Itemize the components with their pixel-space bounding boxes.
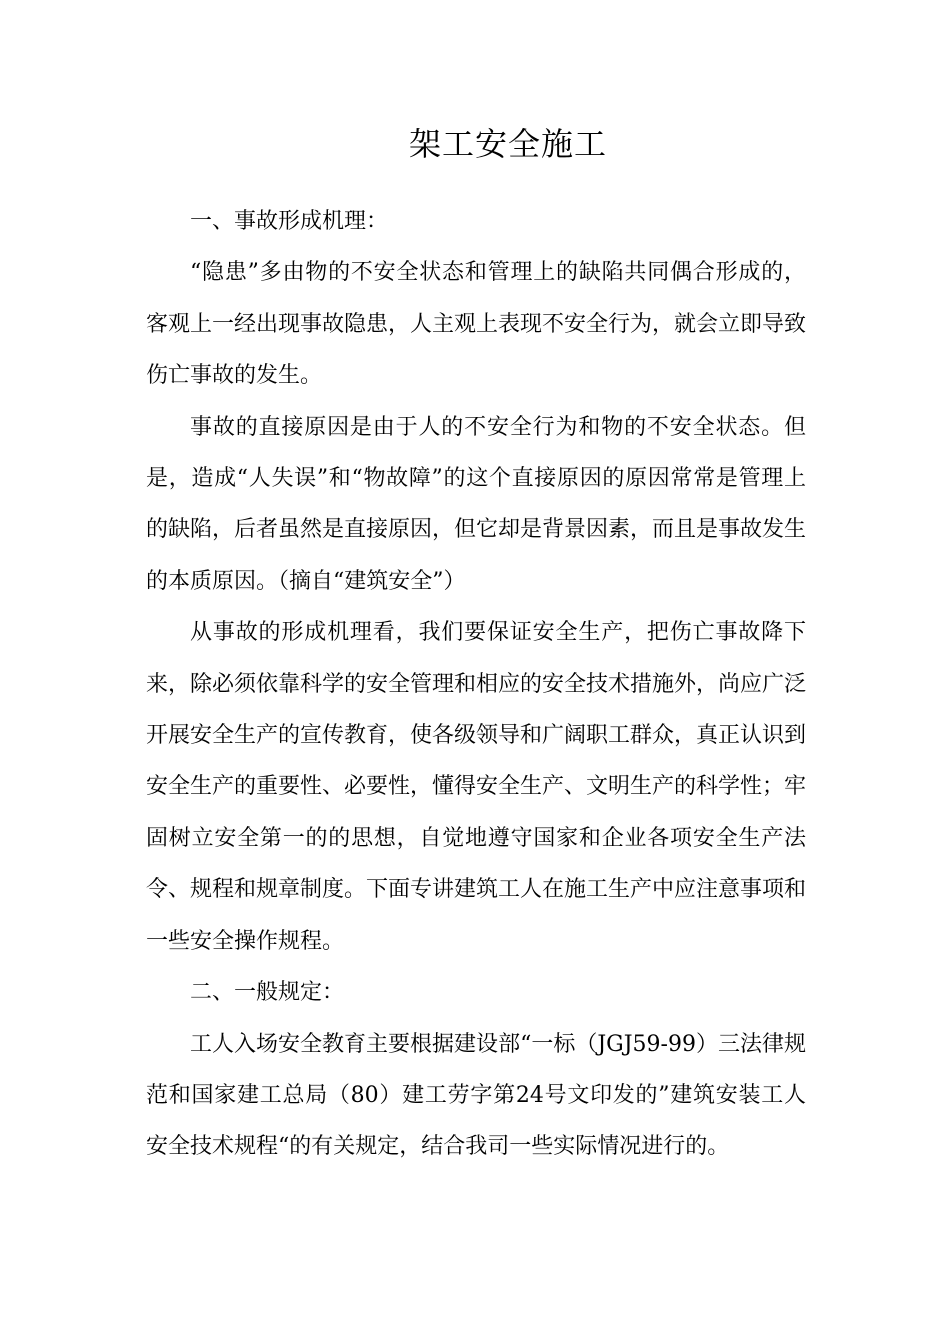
section-heading-general-rules: 二、一般规定： [190,980,345,1006]
paragraph-safety-education: 从事故的形成机理看，我们要保证安全生产，把伤亡事故降下来，除必须依靠科学的安全管理和相应的安全技术措施外，尚应广泛开展安全生产的宣传教育，使各级领导和广阔职工群众，真正认识到安全生产的重要性、必要性，懂得安全生产、文明生产的科学性；牢固树立安全第一的的思想，自觉地遵守国家和企业各项安全生产法令、规程和规章制度。下面专讲建筑工人在施工生产中应注意事项和一些安全操作规程。 [146,620,807,954]
document-title: 架工安全施工 [408,125,607,163]
document-body [146,196,806,1173]
paragraph-entry-training: 工人入场安全教育主要根据建设部“一标（JGJ59-99）三法律规范和国家建工总局（80）建工劳字第24号文印发的”建筑安装工人安全技术规程“的有关规定，结合我司一些实际情况进行的。 [146,1031,806,1160]
section-heading-accident-mechanism: 一、事故形成机理： [190,209,389,234]
paragraph-direct-cause: 事故的直接原因是由于人的不安全行为和物的不安全状态。但是，造成“人失误”和“物故障”的这个直接原因的原因常常是管理上的缺陷，后者虽然是直接原因，但它却是背景因素，而且是事故发生的本质原因。（摘自“建筑安全”） [146,414,807,594]
paragraph-hidden-danger: “隐患”多由物的不安全状态和管理上的缺陷共同偶合形成的，客观上一经出现事故隐患，人主观上表现不安全行为，就会立即导致伤亡事故的发生。 [146,260,807,389]
